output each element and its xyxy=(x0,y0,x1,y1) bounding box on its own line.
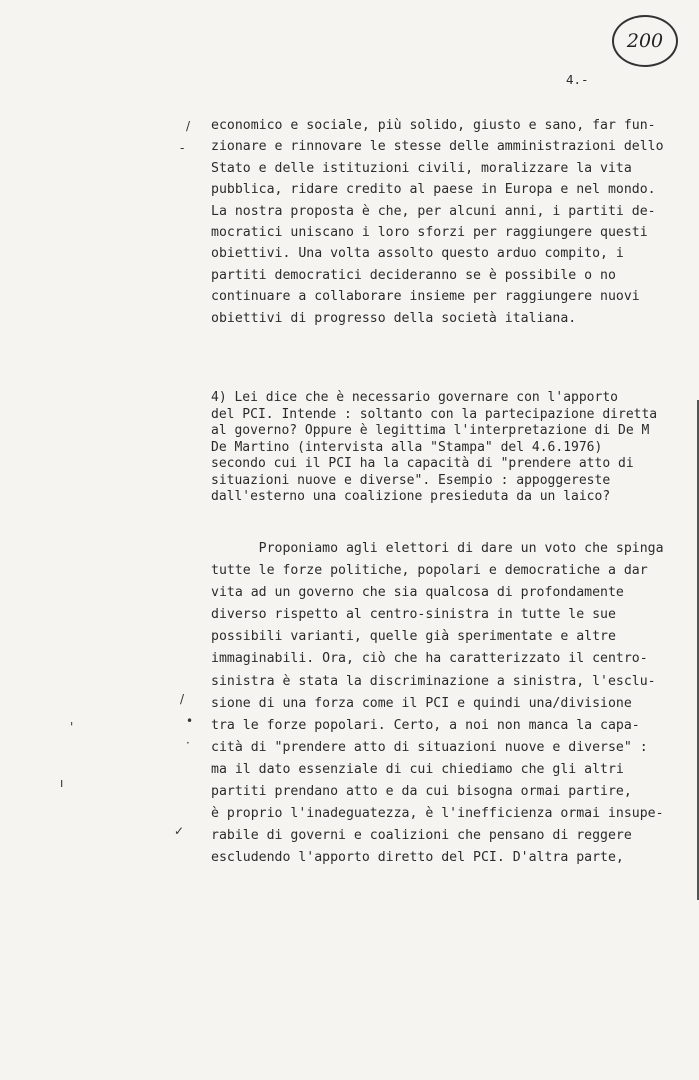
paragraph-continuation xyxy=(211,115,671,329)
text-line: Stato e delle istituzioni civili, moralizzare la vita xyxy=(211,160,632,176)
text-line: situazioni nuove e diverse". Esempio : appoggereste xyxy=(211,472,611,488)
text-line: rabile di governi e coalizioni che pensano di reggere xyxy=(211,828,632,844)
page-number: 4.- xyxy=(566,72,589,87)
question-block xyxy=(211,390,697,506)
text-line: secondo cui il PCI ha la capacità di "prendere atto di xyxy=(211,456,634,471)
text-line: tutte le forze politiche, popolari e democratiche a dar xyxy=(211,563,648,579)
text-line: sinistra è stata la discriminazione a sinistra, l'esclu- xyxy=(211,673,656,689)
text-line: è proprio l'inadeguatezza, è l'inefficienza ormai insupe- xyxy=(211,806,664,822)
text-line: tra le forze popolari. Certo, a noi non manca la capa- xyxy=(211,717,640,733)
text-line: escludendo l'apporto diretto del PCI. D'altra parte, xyxy=(211,850,624,866)
margin-mark: ✓ xyxy=(174,824,185,838)
text-line: mocratici uniscano i loro sforzi per raggiungere questi xyxy=(211,224,648,240)
text-line: del PCI. Intende : soltanto con la partecipazione diretta xyxy=(211,406,658,422)
text-line: sione di una forza come il PCI e quindi una/divisione xyxy=(211,695,632,711)
margin-mark: ' xyxy=(70,720,74,734)
margin-mark: / xyxy=(186,119,191,133)
text-line: partiti democratici decideranno se è possibile o no xyxy=(211,267,616,283)
text-line: ma il dato essenziale di cui chiediamo che gli altri xyxy=(211,761,624,777)
text-line: obiettivi. Una volta assolto questo arduo compito, i xyxy=(211,246,624,262)
text-line: economico e sociale, più solido, giusto e sano, far fun- xyxy=(211,118,656,133)
margin-mark: - xyxy=(180,141,185,155)
margin-mark: ı xyxy=(60,776,64,790)
text-line: immaginabili. Ora, ciò che ha caratterizzato il centro- xyxy=(211,651,648,667)
text-line: Proponiamo agli elettori di dare un voto che spinga xyxy=(211,541,664,556)
text-line: La nostra proposta è che, per alcuni anni, i partiti de- xyxy=(211,203,656,219)
text-line: zionare e rinnovare le stesse delle amministrazioni dello xyxy=(211,139,664,155)
answer-block xyxy=(211,538,697,869)
text-line: diverso rispetto al centro-sinistra in tutte le sue xyxy=(211,607,616,623)
text-line: possibili varianti, quelle già sperimentate e altre xyxy=(211,629,616,645)
text-line: 4) Lei dice che è necessario governare con l'apporto xyxy=(211,390,618,405)
text-line: cità di "prendere atto di situazioni nuove e diverse" : xyxy=(211,739,648,755)
text-line: vita ad un governo che sia qualcosa di profondamente xyxy=(211,585,624,601)
text-line: al governo? Oppure è legittima l'interpretazione di De M xyxy=(211,423,650,438)
margin-mark: • xyxy=(186,714,194,728)
text-line: De Martino (intervista alla "Stampa" del 4.6.1976) xyxy=(211,439,603,455)
text-line: continuare a collaborare insieme per raggiungere nuovi xyxy=(211,289,640,305)
archive-stamp: 200 xyxy=(612,15,678,67)
text-line: partiti prendano atto e da cui bisogna ormai partire, xyxy=(211,784,632,800)
margin-mark: · xyxy=(186,736,190,750)
margin-mark: / xyxy=(180,692,185,706)
text-line: dall'esterno una coalizione presieduta da un laico? xyxy=(211,489,611,504)
text-line: pubblica, ridare credito al paese in Europa e nel mondo. xyxy=(211,182,656,198)
text-line: obiettivi di progresso della società italiana. xyxy=(211,310,577,326)
